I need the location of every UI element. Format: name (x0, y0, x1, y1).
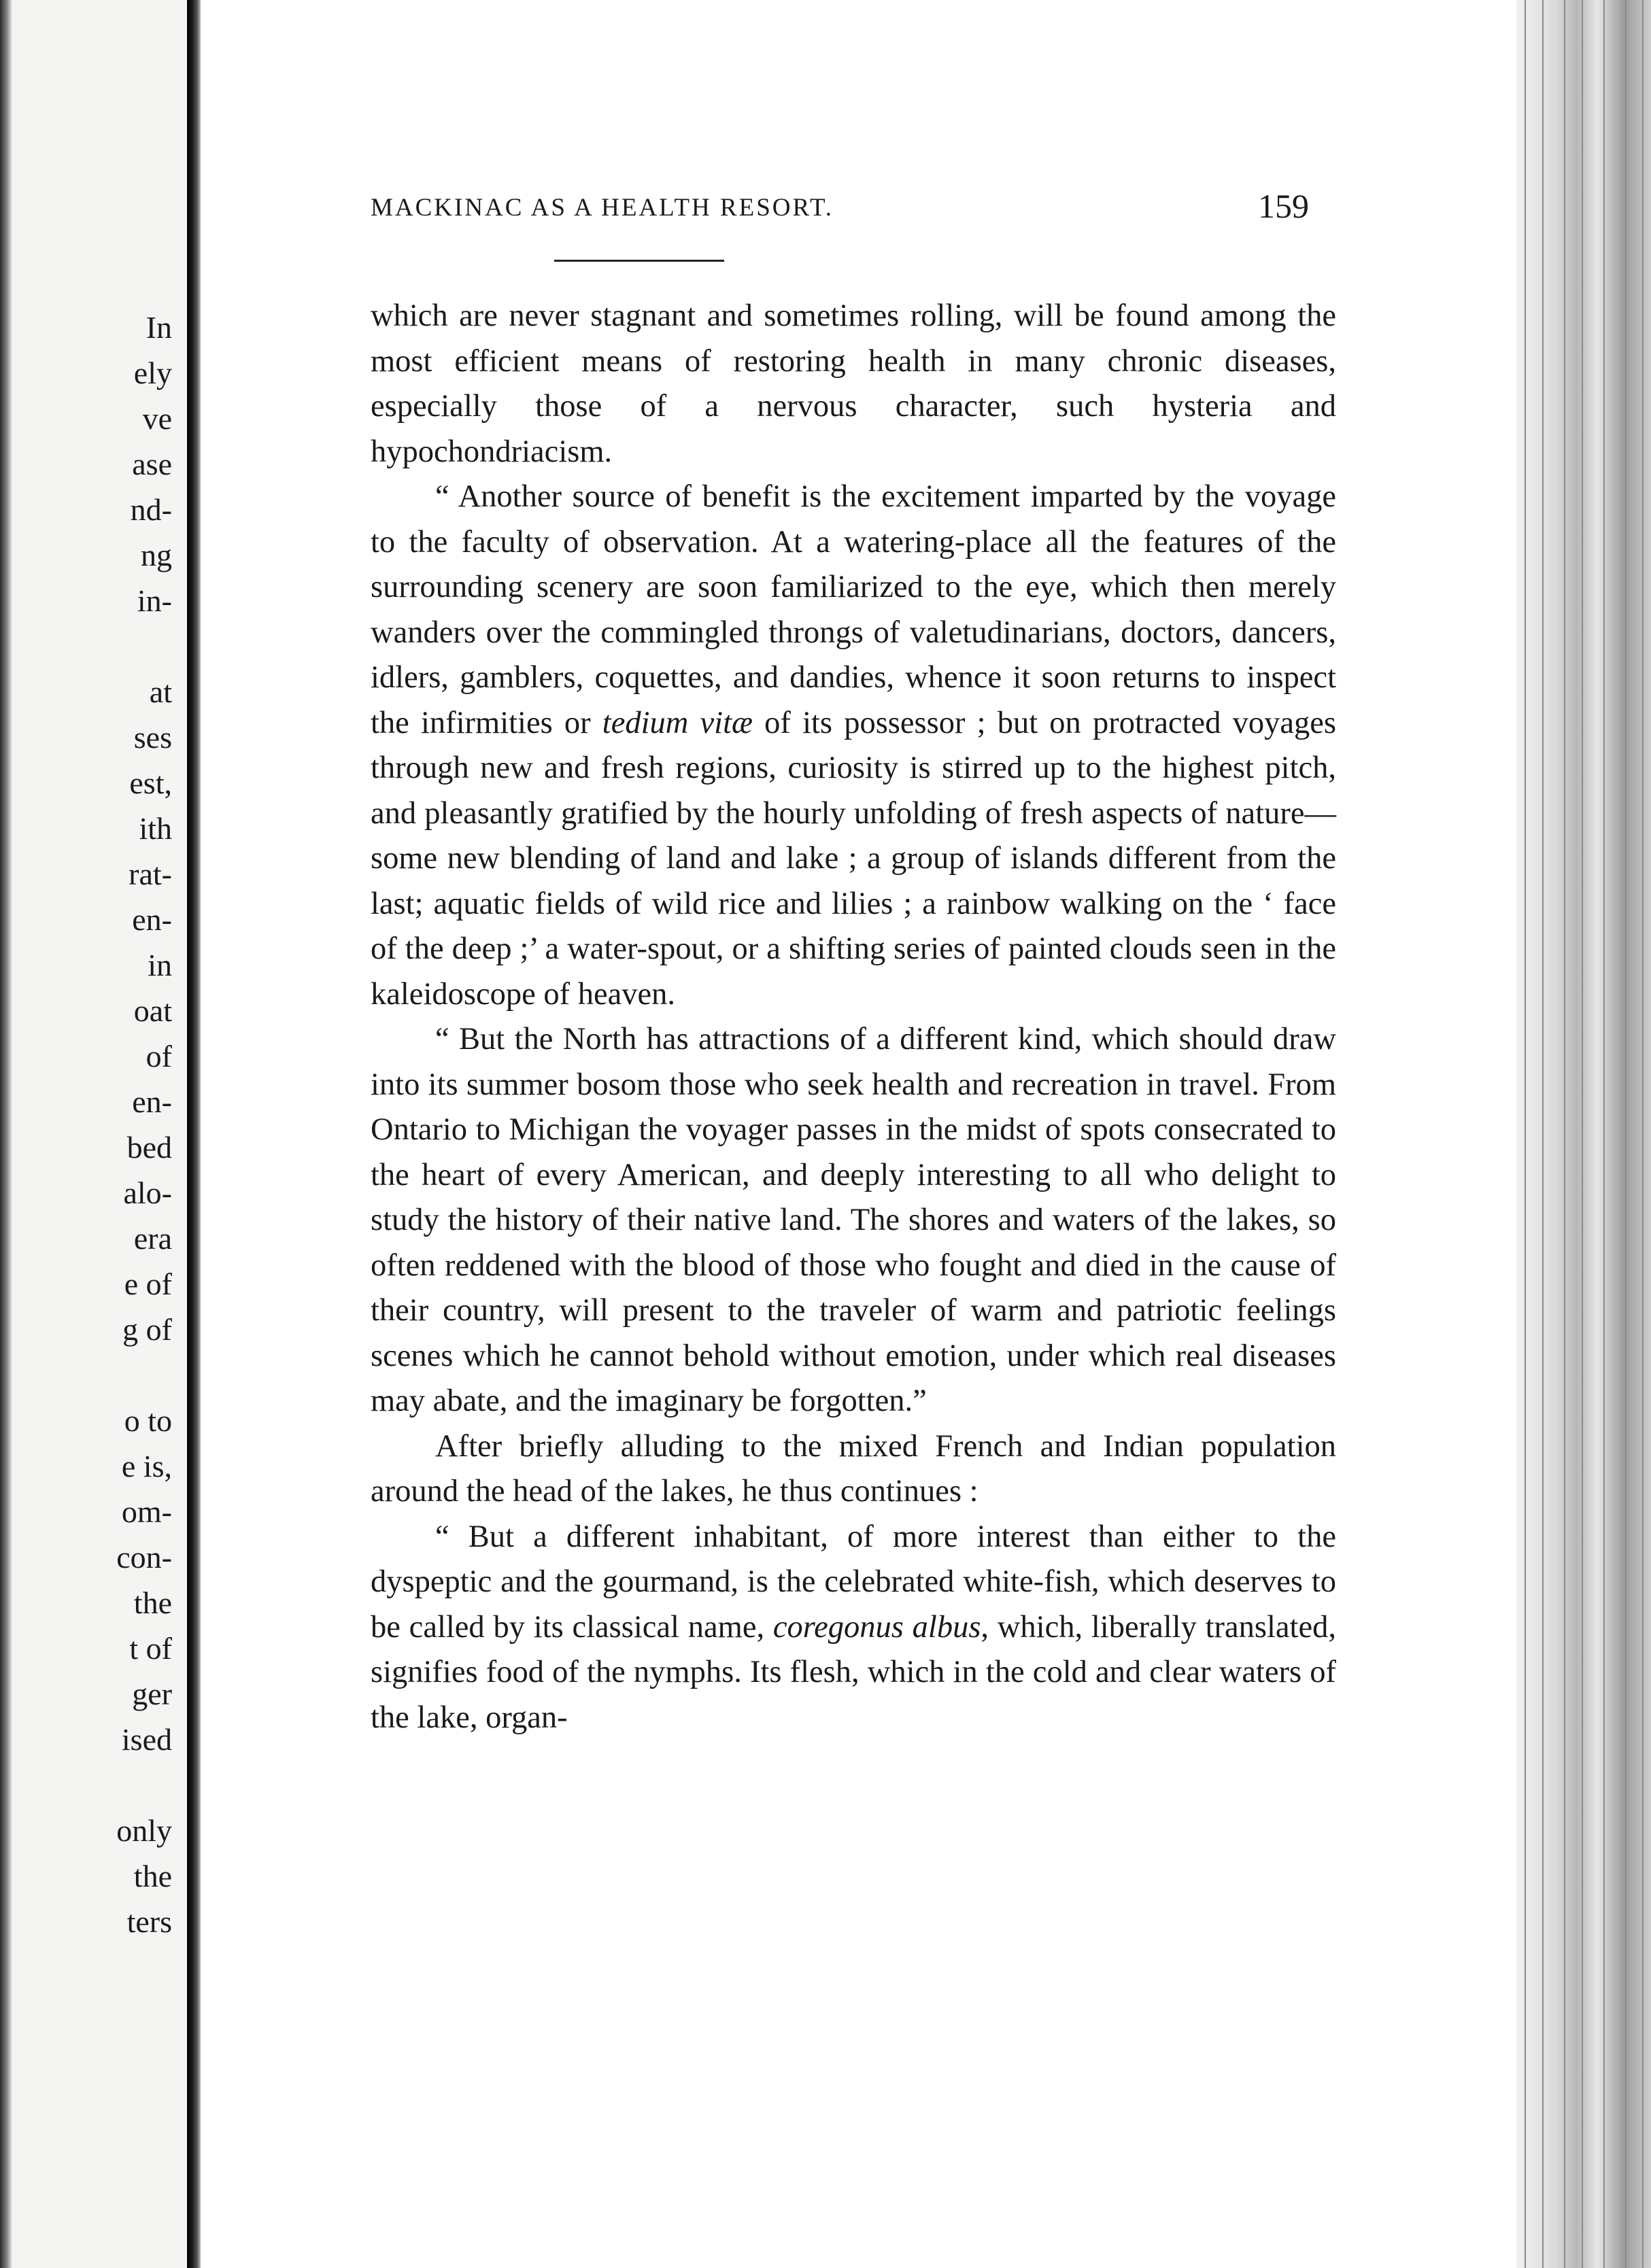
fragment-line: con- (116, 1540, 172, 1575)
fragment-line: ger (132, 1677, 172, 1711)
paragraph-text: “ But a different inhabitant, of more interest than either to the dyspeptic and the gourmand, is the celebrated white-fish, which deserves to be called by its classical name, (371, 1519, 1336, 1645)
fragment-line: only (116, 1813, 172, 1848)
page-edges-stack (1516, 0, 1651, 2268)
fragment-line: en- (132, 902, 172, 937)
book-gutter (187, 0, 201, 2268)
fragment-line: ely (133, 356, 172, 390)
page-number: 159 (1258, 187, 1309, 225)
fragment-line: in- (137, 583, 172, 618)
fragment-line: o to (124, 1403, 172, 1438)
page-edge-line (1603, 0, 1605, 2268)
fragment-line: ters (126, 1904, 172, 1939)
previous-page (0, 0, 187, 2268)
fragment-line: ised (121, 1722, 172, 1757)
fragment-line: om- (121, 1494, 172, 1529)
paragraph-text: After briefly alluding to the mixed French and Indian population around the head of the lakes, he thus continues : (371, 1428, 1336, 1509)
fragment-line: en- (132, 1084, 172, 1119)
fragment-line: ith (139, 811, 172, 846)
paragraph-text: of its possessor ; but on protracted voyages through new and fresh regions, curiosity is stirred up to the highest pitch, and pleasantly gratified by the hourly unfolding of fresh aspects of nature—some new blending of land and lake ; a group of islands different from the last; aquatic fields of wild rice and lilies ; a rainbow walking on the ‘ face of the deep ;’ a water-spout, or a shifting series of painted clouds seen in the kaleidoscope of heaven. (371, 705, 1336, 1012)
fragment-line: e of (124, 1267, 172, 1301)
fragment-line: era (133, 1221, 172, 1256)
fragment-gap (50, 1762, 172, 1808)
page-edge-line (1625, 0, 1627, 2268)
running-head (371, 187, 1323, 231)
fragment-line: ses (133, 720, 172, 755)
page-edge-line (1525, 0, 1526, 2268)
fragment-line: est, (129, 766, 172, 800)
book-edge-left (0, 0, 12, 2268)
page-edge-line (1564, 0, 1565, 2268)
paragraph-text: “ But the North has attractions of a different kind, which should draw into its summer bosom those who seek health and recreation in travel. From Ontario to Michigan the voyager passes in the midst of spots consecrated to the heart of every American, and deeply interesting to all who delight to study the history of their native land. The shores and waters of the lakes, so often reddened with the blood of those who fought and died in the cause of their country, will present to the traveler of warm and patriotic feelings scenes which he cannot behold without emotion, under which real diseases may abate, and the imaginary be forgotten.” (371, 1022, 1336, 1418)
fragment-line: t of (129, 1631, 172, 1666)
fragment-line: in (148, 948, 172, 982)
body-text (371, 294, 1336, 1740)
paragraph (371, 475, 1336, 1017)
fragment-line: of (146, 1039, 172, 1073)
fragment-line: at (149, 674, 172, 709)
fragment-line: g of (122, 1312, 172, 1347)
fragment-line: nd- (130, 492, 172, 527)
fragment-line: ve (142, 401, 172, 436)
paragraph-text: “ Another source of benefit is the excitement imparted by the voyage to the faculty of observation. At a watering-place all the features of the surrounding scenery are soon familiarized to the eye, which then merely wanders over the commingled throngs of valetudinarians, doctors, dancers, idlers, gamblers, coquettes, and dandies, whence it soon returns to inspect the infirmities or (371, 479, 1336, 740)
fragment-line: oat (133, 993, 172, 1028)
fragment-line: ng (141, 538, 172, 572)
fragment-line: the (133, 1859, 172, 1893)
paragraph-text: which are never stagnant and sometimes rolling, will be found among the most efficient means of restoring health in many chronic diseases, especially those of a nervous character, such hysteria and hypochondriacism. (371, 298, 1336, 469)
fragment-gap (50, 623, 172, 669)
fragment-line: rat- (129, 857, 172, 891)
head-rule-divider (554, 260, 724, 262)
previous-page-text-fragments (50, 305, 172, 1944)
fragment-line: e is, (121, 1449, 172, 1483)
running-title: MACKINAC AS A HEALTH RESORT. (371, 194, 834, 222)
italic-phrase: coregonus albus (772, 1609, 981, 1645)
fragment-line: ase (132, 447, 172, 481)
paragraph-text: , which, liberally translated, signifies food of the nymphs. Its flesh, which in the cold and clear waters of the lake, organ- (371, 1609, 1336, 1735)
fragment-line: In (146, 310, 172, 345)
page-edge-line (1642, 0, 1644, 2268)
italic-phrase: tedium vitæ (602, 705, 753, 740)
page-edge-line (1542, 0, 1544, 2268)
fragment-line: the (133, 1585, 172, 1620)
fragment-line: bed (126, 1130, 172, 1165)
paragraph (371, 1424, 1336, 1515)
paragraph (371, 294, 1336, 475)
paragraph (371, 1017, 1336, 1424)
paragraph (371, 1515, 1336, 1741)
page-edge-line (1582, 0, 1583, 2268)
fragment-line: alo- (123, 1175, 172, 1210)
fragment-gap (50, 1352, 172, 1398)
